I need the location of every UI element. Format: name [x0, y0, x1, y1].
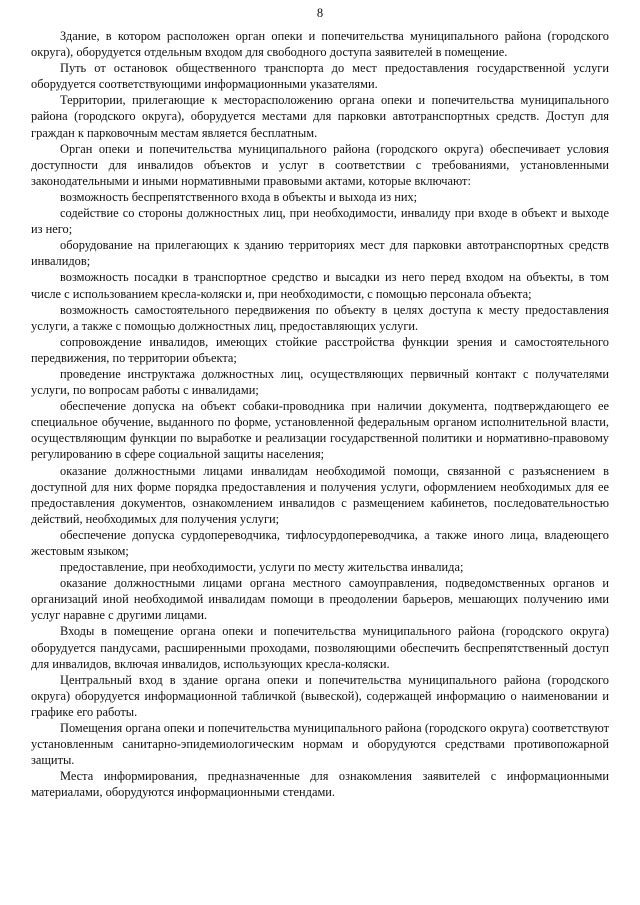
paragraph-9: возможность самостоятельного передвижения по объекту в целях доступа к месту предоставления услуги, а также с помощью должностных лиц, предоставляющих услуги. [31, 302, 609, 333]
paragraph-3: Территории, прилегающие к месторасположению органа опеки и попечительства муниципального района (городского округа), оборудуется местами для парковки автотранспортных средств. Доступ для граждан к парковочным местам является бесплатным. [31, 93, 609, 140]
paragraph-15: предоставление, при необходимости, услуги по месту жительства инвалида; [60, 560, 464, 575]
paragraph-20: Места информирования, предназначенные для ознакомления заявителей с информационными материалами, оборудуются информационными стендами. [31, 769, 609, 800]
paragraph-1: Здание, в котором расположен орган опеки и попечительства муниципального района (городского округа), оборудуется отдельным входом для свободного доступа заявителей в помещение. [31, 29, 609, 60]
paragraph-14: обеспечение допуска сурдопереводчика, тифлосурдопереводчика, а также иного лица, владеющего жестовым языком; [31, 527, 609, 558]
paragraph-18: Центральный вход в здание органа опеки и попечительства муниципального района (городского округа) оборудуется информационной табличкой (вывеской), содержащей информацию о наименовании и графике его работы. [31, 672, 609, 719]
paragraph-2: Путь от остановок общественного транспорта до мест предоставления государственной услуги оборудуется соответствующими информационными указателями. [31, 61, 609, 92]
paragraph-17: Входы в помещение органа опеки и попечительства муниципального района (городского округа) оборудуется пандусами, расширенными проходами, позволяющими обеспечить беспрепятственный доступ для инвалидов, включая инвалидов, использующих кресла-коляски. [31, 624, 609, 671]
paragraph-4: Орган опеки и попечительства муниципального района (городского округа) обеспечивает условия доступности для инвалидов объектов и услуг в соответствии с требованиями, установленными законодательными и иными нормативными правовыми актами, которые включают: [31, 141, 609, 188]
paragraph-19: Помещения органа опеки и попечительства муниципального района (городского округа) соответствуют установленным санитарно-эпидемиологическим нормам и оборудуются средствами противопожарной защиты. [31, 721, 609, 768]
paragraph-7: оборудование на прилегающих к зданию территориях мест для парковки автотранспортных средств инвалидов; [31, 238, 609, 269]
paragraph-10: сопровождение инвалидов, имеющих стойкие расстройства функции зрения и самостоятельного передвижения, по территории объекта; [31, 334, 609, 365]
paragraph-13: оказание должностными лицами инвалидам необходимой помощи, связанной с разъяснением в доступной для них форме порядка предоставления и получения услуги, оформлением необходимых для ее предоставления документов, ознакомлением инвалидов с размещением кабинетов, последовательностью действий, необходимых для получения услуги; [31, 463, 609, 526]
page-number: 8 [316, 6, 324, 20]
paragraph-16: оказание должностными лицами органа местного самоуправления, подведомственных органов и организаций иной необходимой инвалидам помощи в преодолении барьеров, мешающих получению ими услуг наравне с другими лицами. [31, 576, 609, 623]
paragraph-12: обеспечение допуска на объект собаки-проводника при наличии документа, подтверждающего ее специальное обучение, выданного по форме, установленной федеральным органом исполнительной власти, осуществляющим функции по выработке и реализации государственной политики и нормативно-правовому регулированию в сфере социальной защиты населения; [31, 399, 609, 462]
paragraph-8: возможность посадки в транспортное средство и высадки из него перед входом на объекты, в том числе с использованием кресла-коляски и, при необходимости, с помощью персонала объекта; [31, 270, 609, 301]
paragraph-6: содействие со стороны должностных лиц, при необходимости, инвалиду при входе в объект и выходе из него; [31, 206, 609, 237]
document-body [31, 28, 609, 801]
paragraph-11: проведение инструктажа должностных лиц, осуществляющих первичный контакт с получателями услуги, по вопросам работы с инвалидами; [31, 366, 609, 398]
paragraph-5: возможность беспрепятственного входа в объекты и выхода из них; [60, 189, 418, 204]
